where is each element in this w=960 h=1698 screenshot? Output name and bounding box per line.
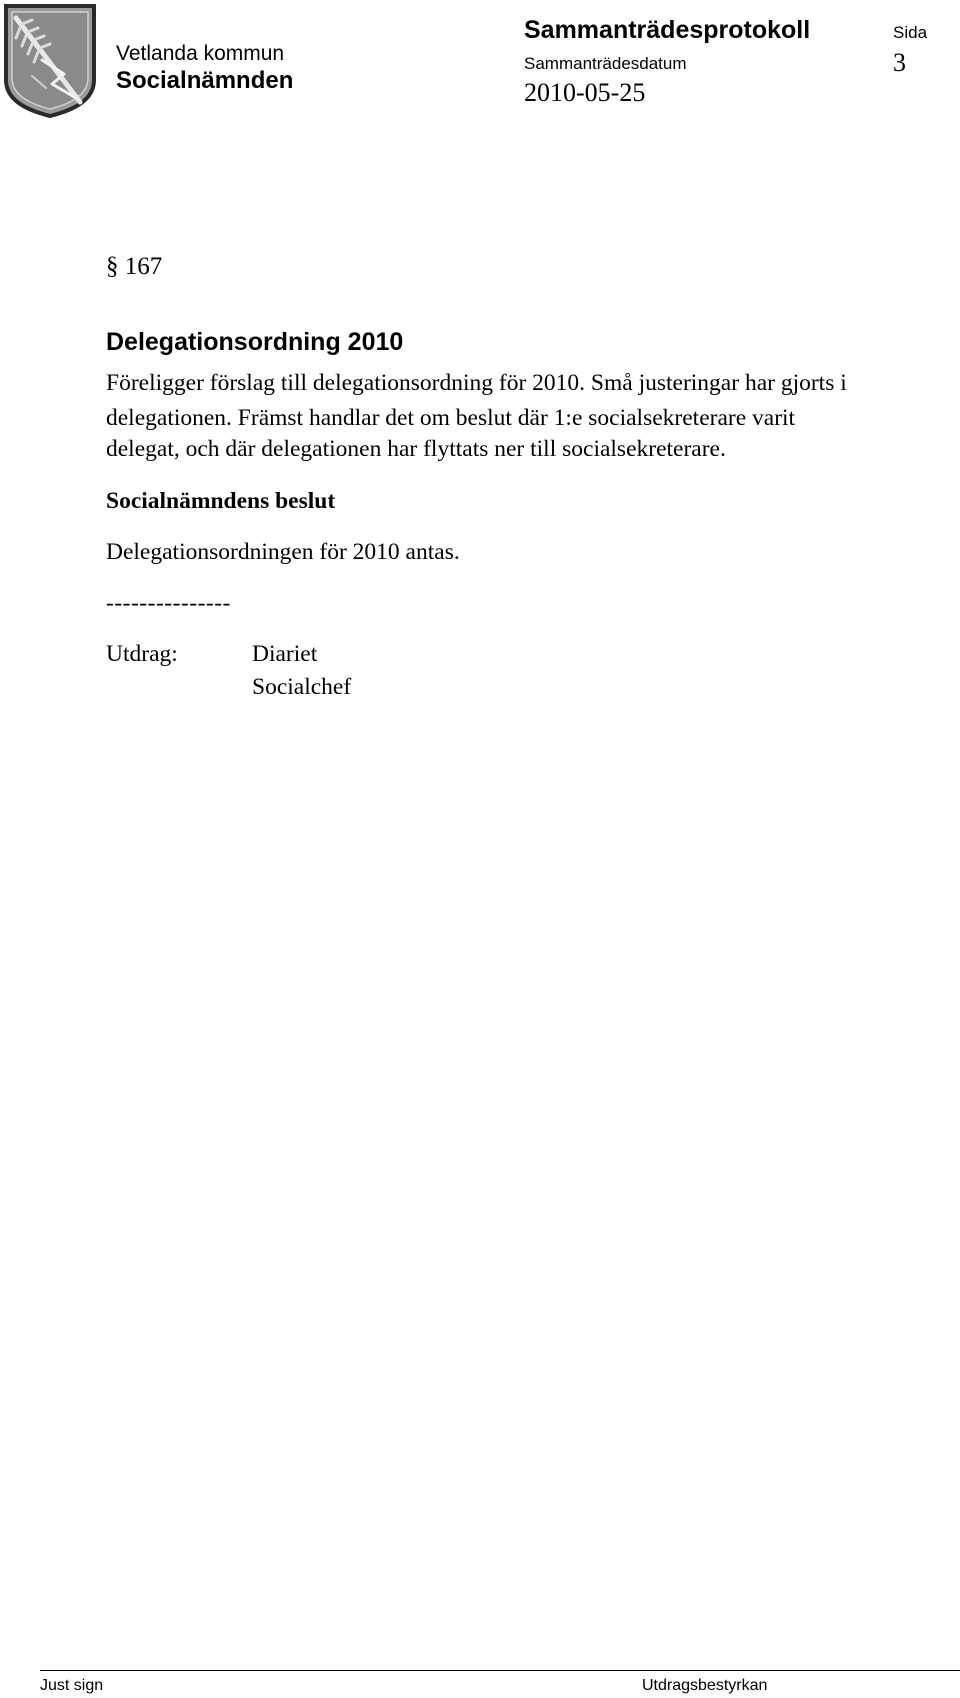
section-heading: Delegationsordning 2010 <box>106 328 404 356</box>
coat-of-arms-icon <box>2 2 98 120</box>
body-text-line: Föreligger förslag till delegationsordning för 2010. Små justeringar har gjorts i <box>106 370 847 396</box>
footer-signature-label: Just sign <box>40 1677 104 1694</box>
paragraph-number: § 167 <box>106 253 163 280</box>
decision-heading: Socialnämndens beslut <box>106 488 336 514</box>
body-text-line: delegat, och där delegationen har flyttats ner till socialsekreterare. <box>106 436 726 462</box>
footer-rule <box>40 1670 960 1671</box>
excerpt-recipient: Socialchef <box>252 674 352 700</box>
department-name: Socialnämnden <box>116 67 294 94</box>
decision-text: Delegationsordningen för 2010 antas. <box>106 539 460 565</box>
document-title: Sammanträdesprotokoll <box>524 16 811 44</box>
organization-name: Vetlanda kommun <box>116 42 285 65</box>
footer-certification-label: Utdragsbestyrkan <box>642 1677 768 1694</box>
meeting-date-value: 2010-05-25 <box>524 78 646 107</box>
body-text-line: delegationen. Främst handlar det om beslut där 1:e socialsekreterare varit <box>106 405 796 431</box>
page-label: Sida <box>893 23 928 42</box>
text-divider: --------------- <box>106 590 231 616</box>
excerpt-recipient: Diariet <box>252 641 318 667</box>
meeting-date-label: Sammanträdesdatum <box>524 54 687 73</box>
excerpt-label: Utdrag: <box>106 641 178 667</box>
page-number: 3 <box>893 48 906 77</box>
